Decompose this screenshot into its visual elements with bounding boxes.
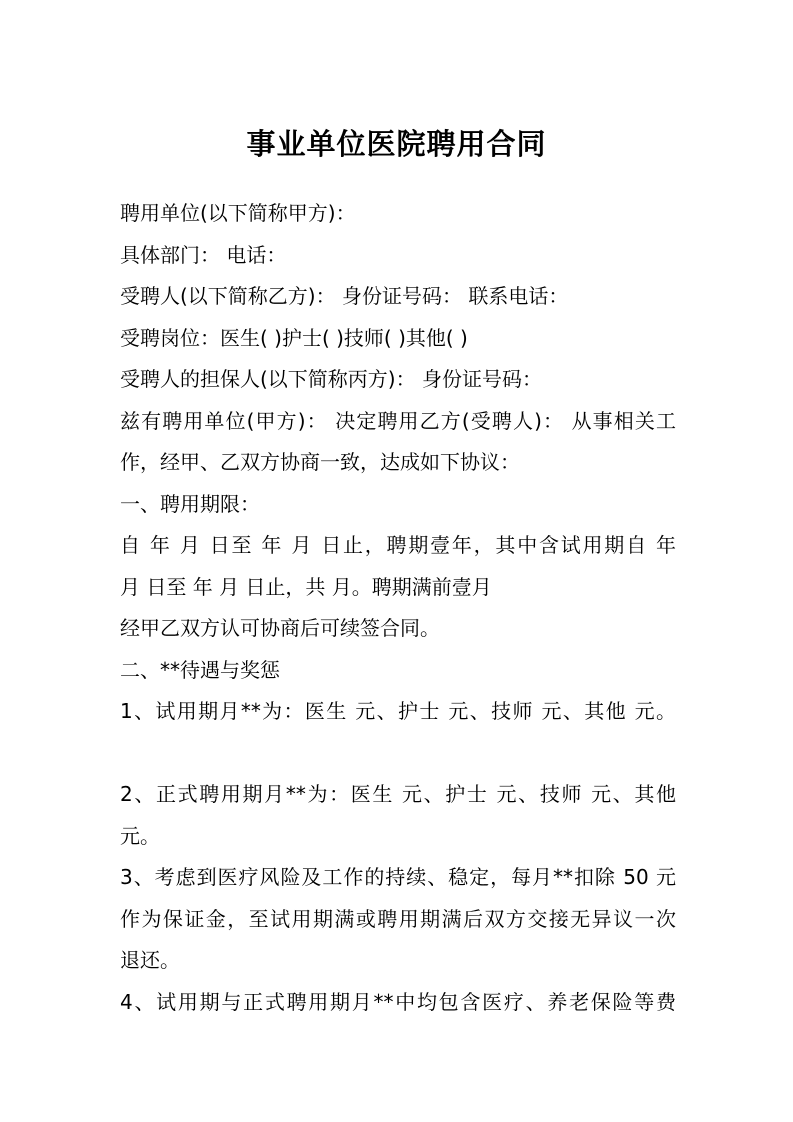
clause-intro-line-2: 作，经甲、乙双方协商一致，达成如下协议： (120, 450, 520, 474)
contract-body (120, 193, 676, 1023)
clause-position: 受聘岗位：医生( )护士( )技师( )其他( ) (120, 325, 468, 350)
clause-insurance-line-1: 4、试用期与正式聘用期月**中均包含医疗、养老保险等费 (120, 989, 676, 1014)
clause-employee: 受聘人(以下简称乙方)： 身份证号码： 联系电话： (120, 284, 569, 308)
clause-pay-regular-line-2: 元。 (120, 823, 160, 848)
clause-term-line-2: 月 日至 年 月 日止，共 月。聘期满前壹月 (120, 574, 492, 599)
clause-department-phone: 具体部门： 电话： (120, 242, 287, 267)
clause-deposit-line-3: 退还。 (120, 948, 180, 972)
clause-intro-line-1: 兹有聘用单位(甲方)： 决定聘用乙方(受聘人)： 从事相关工 (120, 408, 676, 433)
clause-pay-probation: 1、试用期月**为：医生 元、护士 元、技师 元、其他 元。 (120, 699, 676, 723)
contract-title: 事业单位医院聘用合同 (246, 127, 547, 161)
clause-employer: 聘用单位(以下简称甲方)： (120, 201, 356, 225)
section-heading-term: 一、聘用期限： (120, 491, 260, 516)
clause-term-line-3: 经甲乙双方认可协商后可续签合同。 (120, 616, 440, 640)
section-heading-pay: 二、**待遇与奖惩 (120, 657, 280, 682)
clause-guarantor: 受聘人的担保人(以下简称丙方)： 身份证号码： (120, 367, 542, 391)
clause-deposit-line-1: 3、考虑到医疗风险及工作的持续、稳定，每月**扣除 50 元 (120, 865, 676, 889)
clause-term-line-1: 自 年 月 日至 年 月 日止，聘期壹年，其中含试用期自 年 (120, 533, 676, 557)
blank-line (120, 733, 676, 775)
clause-pay-regular-line-1: 2、正式聘用期月**为：医生 元、护士 元、技师 元、其他 (120, 782, 676, 806)
clause-deposit-line-2: 作为保证金，至试用期满或聘用期满后双方交接无异议一次 (120, 906, 676, 931)
